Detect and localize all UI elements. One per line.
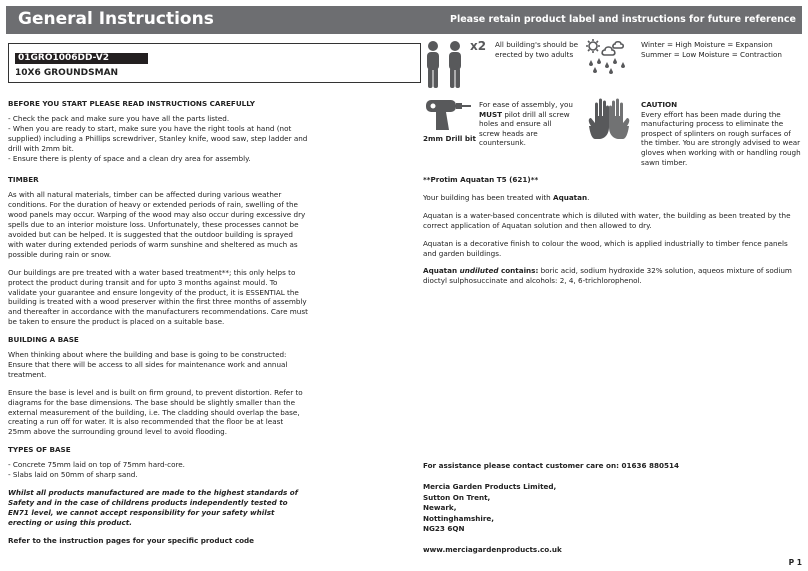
treated-post: . <box>587 192 590 202</box>
before-heading: BEFORE YOU START PLEASE READ INSTRUCTIONS CAREFULLY <box>8 99 255 108</box>
address-line-2: Sutton On Trent, <box>423 492 491 502</box>
assistance-line: For assistance please contact customer care on: 01636 880514 <box>423 461 679 470</box>
people-count: x2 <box>470 39 487 53</box>
caution-text: Every effort has been made during the manufacturing process to eliminate the prospect of splinters on rough surfaces of the timber. You are strongly advised to wear gloves when working with or handling rough sawn timber. <box>641 109 801 167</box>
aquatan-paragraph-2: Aquatan is a decorative finish to colour the wood, which is applied industrially to timber fence panels and garden buildings. <box>423 238 788 258</box>
contains-text: boric acid, sodium hydroxide 32% solution, aqueos mixture of sodium dioctyl sulphosuccinate and alcohols: 2, 4, 6-trichlorophenol. <box>423 266 792 286</box>
product-model: 10X6 GROUNDSMAN <box>15 68 119 78</box>
drill-bit-label: 2mm Drill bit <box>423 134 476 143</box>
address <box>423 482 763 534</box>
drill-text <box>479 100 574 148</box>
weather-text <box>641 40 801 59</box>
header-bar <box>6 6 802 34</box>
drill-icon <box>424 98 472 132</box>
left-column <box>8 99 308 554</box>
types-item-1: - Concrete 75mm laid on top of 75mm hard-core. <box>8 460 185 470</box>
drill-text-post: pilot drill all screw holes and ensure all screw heads are countersunk. <box>479 109 570 148</box>
safety-note: Whilst all products manufactured are made to the highest standards of Safety and in the case of childrens products independently tested to EN71 level, we cannot accept responsibility for your safety whilst erecting or using this product. <box>8 488 298 527</box>
weather-icon <box>585 38 629 74</box>
product-code: 01GRO1006DD-V2 <box>15 53 148 64</box>
caution-heading: CAUTION <box>641 100 678 109</box>
base-heading: BUILDING A BASE <box>8 335 79 345</box>
aquatan-paragraph-1: Aquatan is a water-based concentrate which is diluted with water, the building as been treated by the correct application of Aquatan solution and then allowed to dry. <box>423 210 791 230</box>
two-people-icon <box>423 40 469 90</box>
contains-label-1: Aquatan <box>423 266 460 276</box>
people-text: All building's should be erected by two adults <box>495 40 579 59</box>
protim-heading: **Protim Aquatan T5 (621)** <box>423 175 539 184</box>
treated-pre: Your building has been treated with <box>423 192 553 202</box>
contact-block <box>423 461 763 567</box>
weather-line-summer: Summer = Low Moisture = Contraction <box>641 49 782 59</box>
types-item-2: - Slabs laid on 50mm of sharp sand. <box>8 470 138 480</box>
treated-line <box>423 193 803 203</box>
address-line-1: Mercia Garden Products Limited, <box>423 482 557 492</box>
timber-paragraph-1: As with all natural materials, timber can be affected during various weather conditions. For the duration of heavy or extended periods of rain, swelling of the wood panels may occur. Warping of the wood may also occur during excessive dry spells due to an interior moisture loss. Unfortunately, these processes cannot be avoided but can be helped. It is suggested that the outdoor building is sprayed with water during extended periods of warm sunshine and sheltered as much as possible during rain or snow. <box>8 190 306 259</box>
caution-block <box>641 100 804 167</box>
timber-heading: TIMBER <box>8 175 39 185</box>
page-number: P 1 <box>788 558 802 567</box>
types-heading: TYPES OF BASE <box>8 445 71 455</box>
base-paragraph-1: When thinking about where the building and base is going to be constructed: Ensure that there will be access to all sides for maintenance work and annual treatment. <box>8 350 288 379</box>
contains-label-2: undiluted <box>459 266 499 276</box>
right-column <box>423 175 803 294</box>
weather-line-winter: Winter = High Moisture = Expansion <box>641 40 773 49</box>
drill-text-must: MUST <box>479 109 503 119</box>
contains-paragraph <box>423 266 803 286</box>
drill-text-pre: For ease of assembly, you <box>479 100 573 109</box>
gloves-icon <box>587 98 631 144</box>
treated-bold: Aquatan <box>553 192 588 202</box>
address-line-3: Newark, <box>423 503 457 513</box>
product-label-box <box>8 43 421 83</box>
before-item-1: - Check the pack and make sure you have all the parts listed. <box>8 113 230 123</box>
retain-note: Please retain product label and instructions for future reference <box>450 14 796 25</box>
before-item-3: - Ensure there is plenty of space and a clean dry area for assembly. <box>8 153 251 163</box>
timber-paragraph-2: Our buildings are pre treated with a water based treatment**; this only helps to protect the product during transit and for upto 3 months against mould. To validate your guarantee and ensure longevity of the product, it is ESSENTIAL the building is treated with a wood preserver within the first three months of assembly and thereafter in accordance with the manufacturers recommendations. Care must be taken to ensure the product is placed on a suitable base. <box>8 267 308 327</box>
refer-note: Refer to the instruction pages for your specific product code <box>8 535 255 545</box>
address-line-5: NG23 6QN <box>423 524 465 534</box>
contains-label-3: contains: <box>498 266 539 276</box>
before-item-2: - When you are ready to start, make sure you have the right tools at hand (not supplied) including a Phillips screwdriver, Stanley knife, wood saw, step ladder and drill with 2mm bit. <box>8 123 308 153</box>
address-line-4: Nottinghamshire, <box>423 513 495 523</box>
website-link[interactable]: www.merciagardenproducts.co.uk <box>423 545 562 555</box>
base-paragraph-2: Ensure the base is level and is built on firm ground, to prevent distortion. Refer to diagrams for the base dimensions. The base should be slightly smaller than the external measurement of the building, i.e. The cladding should overlap the base, creating a run off for water. It is also recommended that the floor be at least 25mm above the surrounding ground level to avoid flooding. <box>8 387 303 437</box>
page-title: General Instructions <box>18 9 214 29</box>
